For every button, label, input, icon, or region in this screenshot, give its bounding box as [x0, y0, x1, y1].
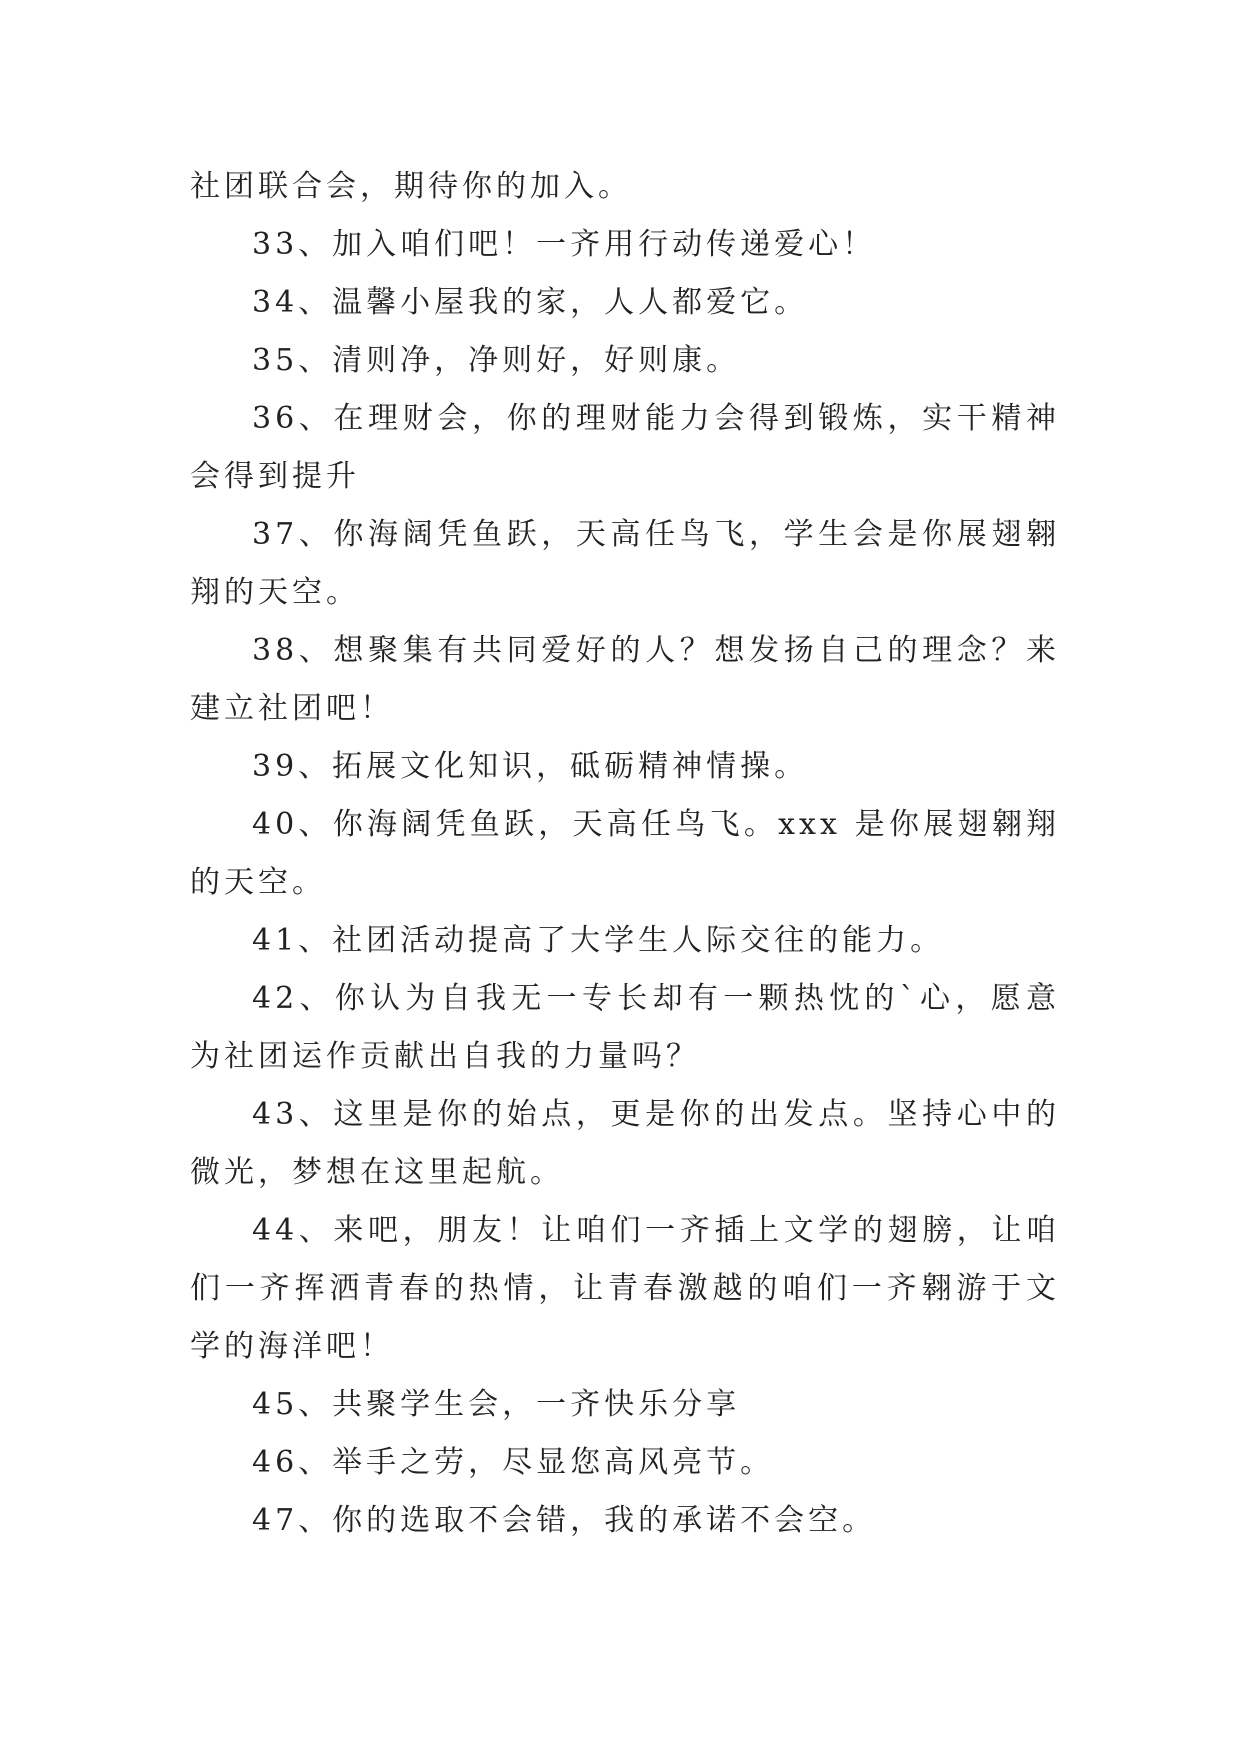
paragraph-36: 36、在理财会，你的理财能力会得到锻炼，实干精神会得到提升	[190, 401, 1060, 494]
paragraph-33: 33、加入咱们吧！一齐用行动传递爱心！	[252, 227, 877, 262]
paragraph-47: 47、你的选取不会错，我的承诺不会空。	[252, 1503, 877, 1538]
paragraph-39: 39、拓展文化知识，砥砺精神情操。	[252, 749, 809, 784]
paragraph-35: 35、清则净，净则好，好则康。	[252, 343, 741, 378]
paragraph-34: 34、温馨小屋我的家，人人都爱它。	[252, 285, 809, 320]
paragraph-38: 38、想聚集有共同爱好的人？想发扬自己的理念？来建立社团吧！	[190, 633, 1060, 726]
paragraph-44: 44、来吧，朋友！让咱们一齐插上文学的翅膀，让咱们一齐挥洒青春的热情，让青春激越的咱们一齐翱游于文学的海洋吧！	[190, 1213, 1060, 1364]
paragraph-37: 37、你海阔凭鱼跃，天高任鸟飞，学生会是你展翅翱翔的天空。	[190, 517, 1060, 610]
paragraph-continuation: 社团联合会，期待你的加入。	[190, 169, 632, 204]
document-body	[190, 158, 1060, 1550]
paragraph-46: 46、举手之劳，尽显您高风亮节。	[252, 1445, 775, 1480]
paragraph-42: 42、你认为自我无一专长却有一颗热忱的`心，愿意为社团运作贡献出自我的力量吗？	[190, 981, 1060, 1074]
paragraph-43: 43、这里是你的始点，更是你的出发点。坚持心中的微光，梦想在这里起航。	[190, 1097, 1060, 1190]
paragraph-41: 41、社团活动提高了大学生人际交往的能力。	[252, 923, 945, 958]
paragraph-45: 45、共聚学生会，一齐快乐分享	[252, 1387, 741, 1422]
paragraph-40: 40、你海阔凭鱼跃，天高任鸟飞。xxx 是你展翅翱翔的天空。	[190, 807, 1060, 900]
